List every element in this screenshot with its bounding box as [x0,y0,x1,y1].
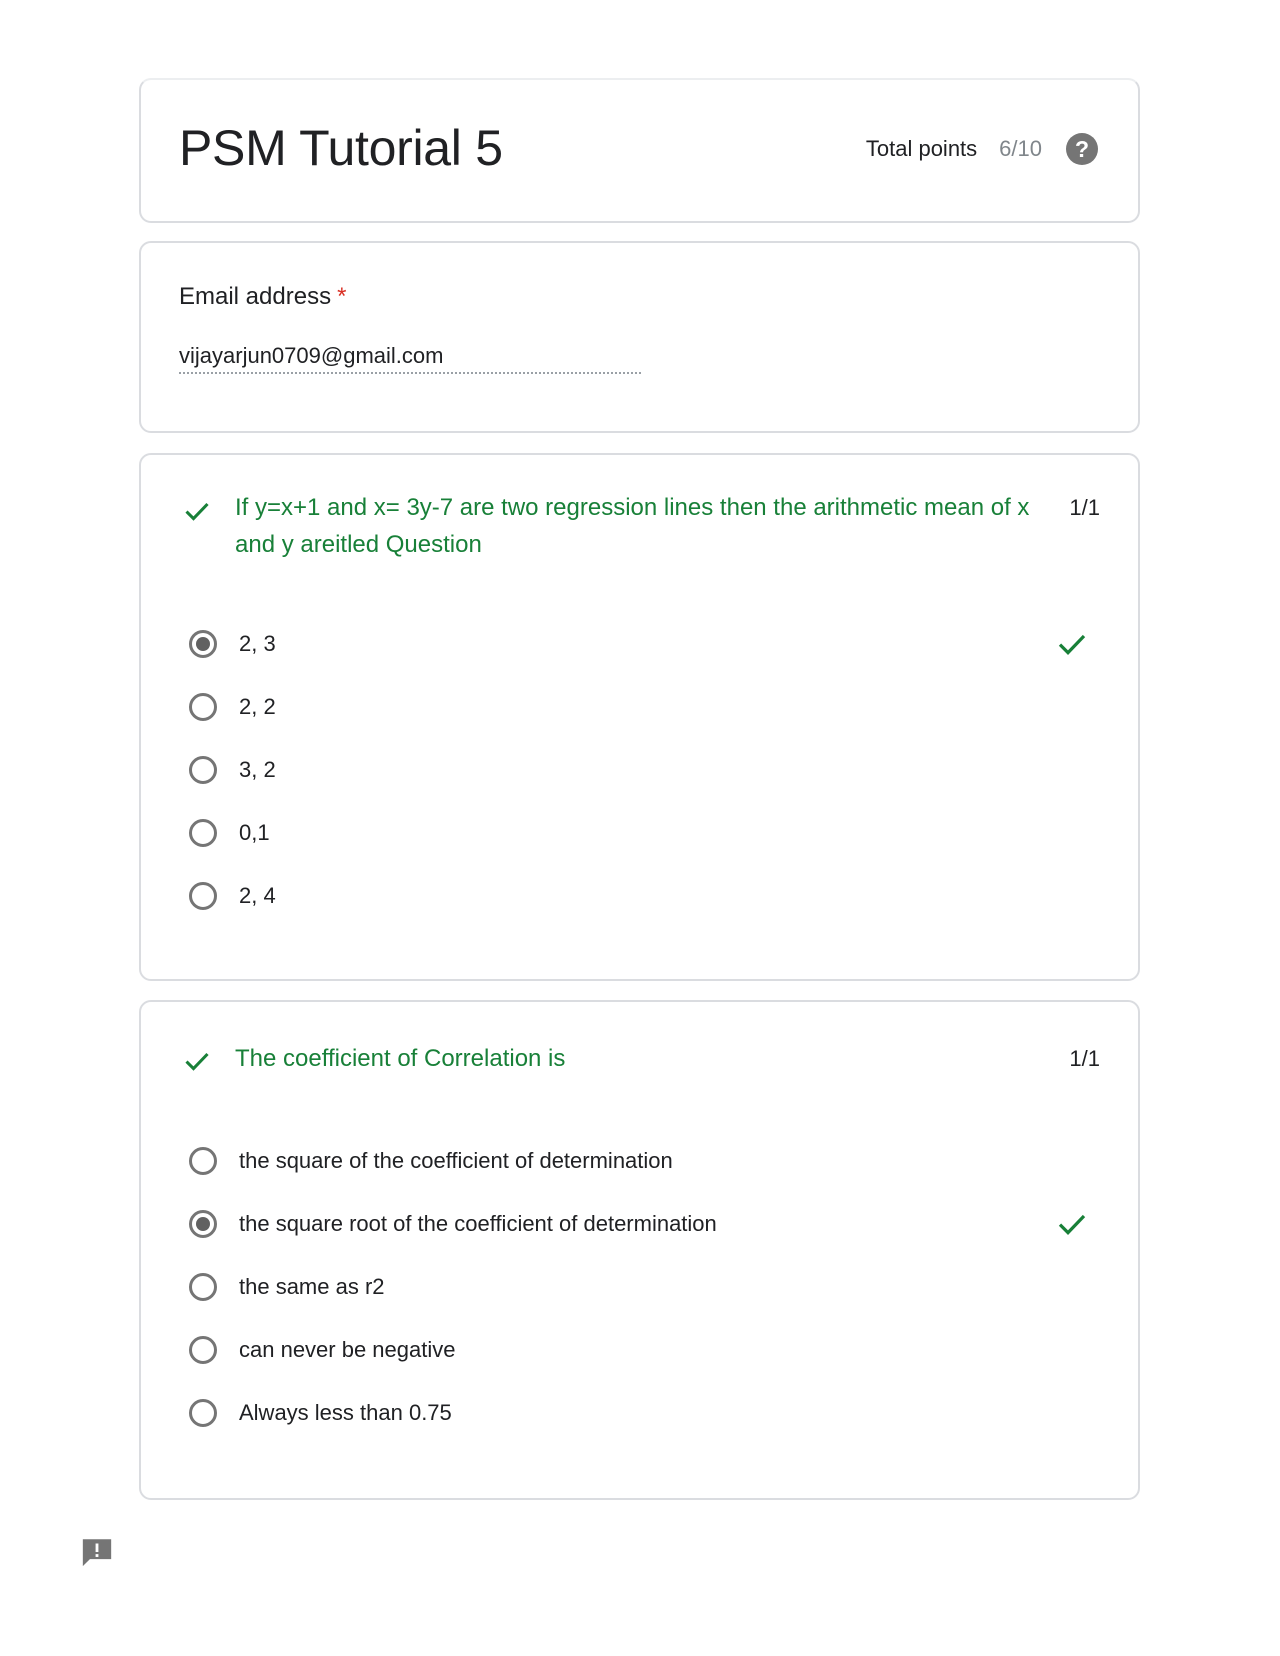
option-item[interactable] [189,675,1100,738]
radio-button-selected[interactable] [189,630,217,658]
option-label: 2, 2 [239,693,276,719]
email-label [179,283,346,311]
options-list [189,1129,1100,1444]
option-item[interactable] [189,801,1100,864]
radio-button[interactable] [189,1147,217,1175]
answer-correct-check-icon [1056,628,1088,660]
option-label: can never be negative [239,1336,456,1362]
option-label: 2, 4 [239,882,276,908]
option-item[interactable] [189,1381,1100,1444]
report-feedback-icon[interactable] [80,1535,114,1569]
option-item[interactable] [189,1255,1100,1318]
radio-button[interactable] [189,1273,217,1301]
question-title: The coefficient of Correlation is [235,1045,566,1072]
form-header-card [139,78,1140,223]
answer-correct-check-icon [1056,1208,1088,1240]
option-label: the square of the coefficient of determination [239,1147,673,1173]
total-points-value: 6/10 [999,136,1042,161]
required-asterisk: * [337,283,347,310]
radio-button-selected[interactable] [189,1210,217,1238]
radio-button[interactable] [189,819,217,847]
question-score: 1/1 [1069,1046,1100,1071]
radio-button[interactable] [189,882,217,910]
correct-check-icon [183,497,211,525]
option-label: Always less than 0.75 [239,1399,452,1425]
option-item[interactable] [189,738,1100,801]
option-item[interactable] [189,1192,1100,1255]
option-label: 0,1 [239,819,270,845]
options-list [189,612,1100,927]
total-points-label: Total points [865,136,978,161]
radio-button[interactable] [189,693,217,721]
radio-button[interactable] [189,1336,217,1364]
radio-button[interactable] [189,756,217,784]
correct-check-icon [183,1047,211,1075]
option-label: 3, 2 [239,756,276,782]
question-card [139,1000,1140,1500]
email-card [139,241,1140,433]
option-item[interactable] [189,1318,1100,1381]
help-icon[interactable]: ? [1066,133,1098,165]
radio-button[interactable] [189,1399,217,1427]
question-card [139,453,1140,981]
question-score: 1/1 [1069,495,1100,520]
question-title: If y=x+1 and x= 3y-7 are two regression lines then the arithmetic mean of x and y areitled Question [235,494,1030,558]
option-item[interactable] [189,612,1100,675]
email-value: vijayarjun0709@gmail.com [179,343,641,374]
form-title: PSM Tutorial 5 [179,120,503,176]
email-label-text: Email address [179,283,332,310]
option-item[interactable] [189,864,1100,927]
total-points [866,132,1098,166]
option-item[interactable] [189,1129,1100,1192]
option-label: 2, 3 [239,630,276,656]
option-label: the same as r2 [239,1273,385,1299]
option-label: the square root of the coefficient of determination [239,1210,717,1236]
